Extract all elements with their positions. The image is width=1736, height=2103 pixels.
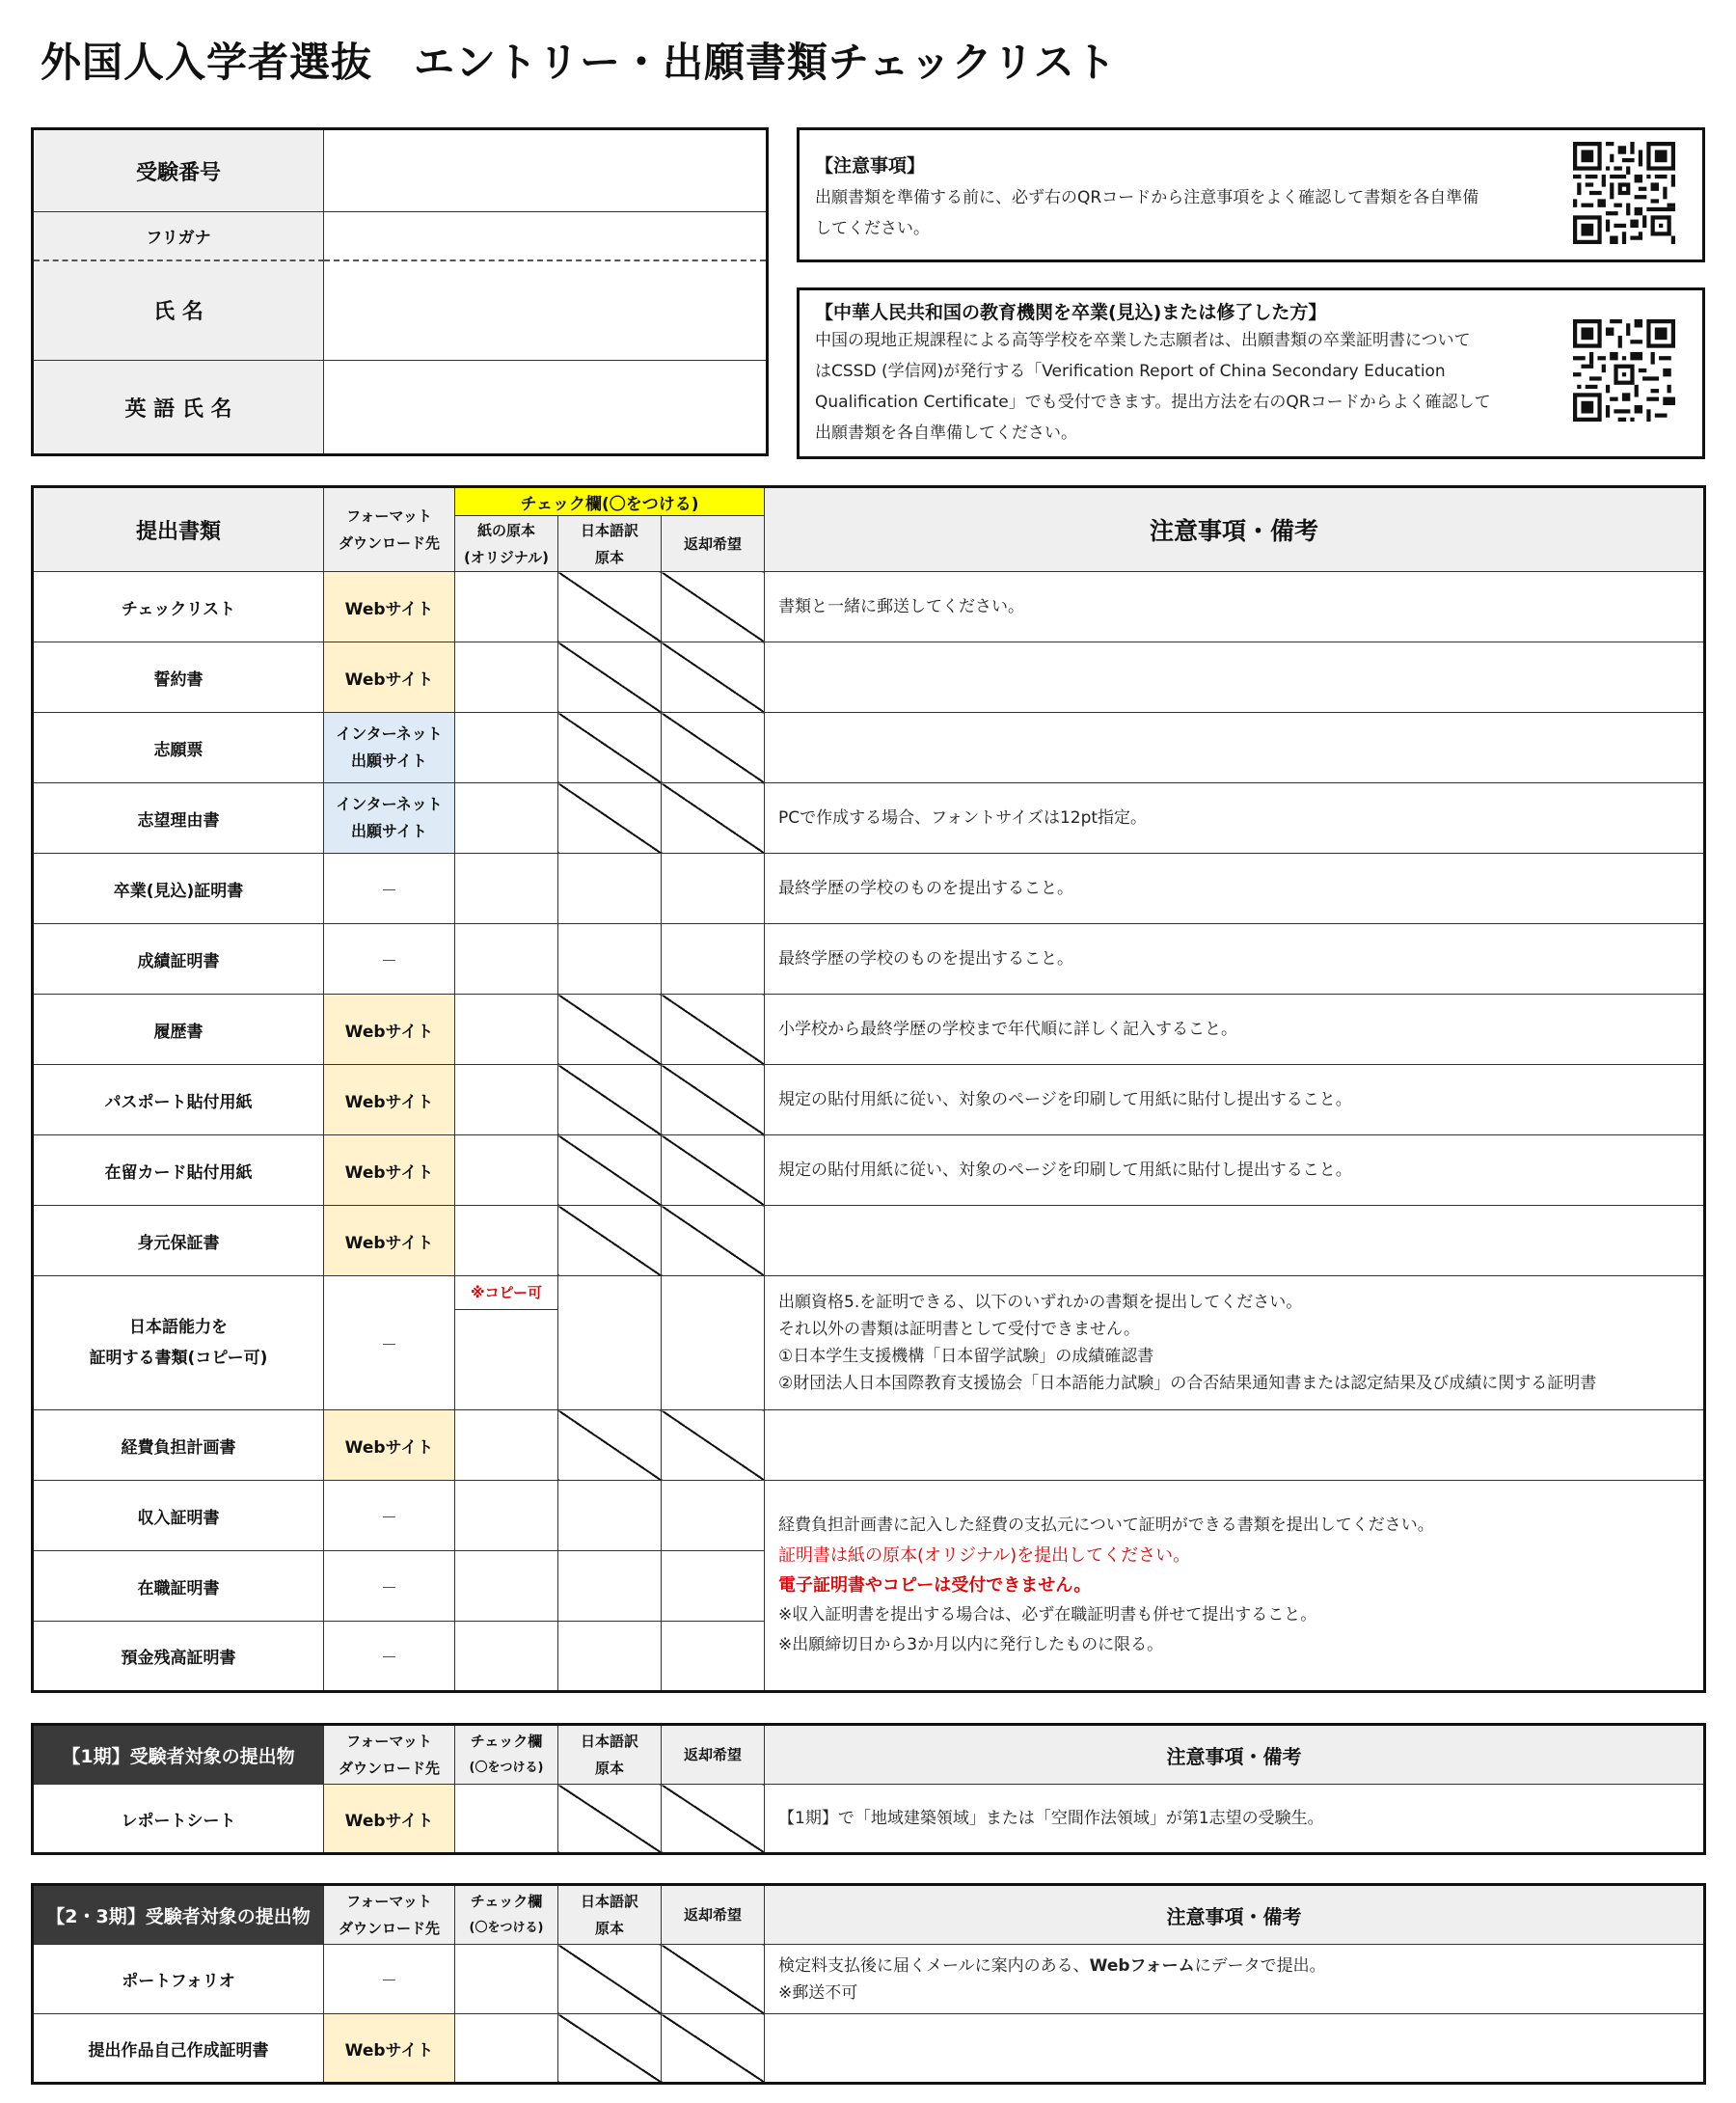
header-check-group: チェック欄(〇をつける)	[455, 487, 765, 516]
row-note: PCで作成する場合、フォントサイズは12pt指定。	[765, 783, 1705, 854]
check-paper[interactable]	[455, 713, 558, 783]
header-check-line: (〇をつける)	[469, 1921, 544, 1935]
check-paper[interactable]	[455, 572, 558, 642]
format-none: －	[324, 854, 455, 924]
format-line: インターネット	[336, 724, 443, 743]
check-paper[interactable]	[455, 1945, 558, 2014]
doc-name: チェックリスト	[33, 572, 324, 642]
row-note-text: 検定料支払後に届くメールに案内のある、	[778, 1955, 1090, 1976]
finance-note	[765, 1481, 1705, 1692]
format-link[interactable]: Webサイト	[324, 1410, 455, 1481]
doc-name: 志願票	[33, 713, 324, 783]
notice-body-line: 出願書類を準備する前に、必ず右のQRコードから注意事項をよく確認して書類を各自準備	[815, 188, 1479, 207]
check-paper[interactable]	[455, 1206, 558, 1276]
check-return-na	[662, 572, 765, 642]
notice-box	[797, 127, 1705, 262]
table-row	[33, 1410, 1705, 1481]
format-link[interactable]: Webサイト	[324, 995, 455, 1065]
china-notice-line: はCSSD (学信网)が発行する「Verification Report of China Secondary Education	[815, 362, 1446, 381]
english-name-label: 英 語 氏 名	[33, 361, 324, 455]
check-jp-na	[558, 1065, 662, 1135]
doc-name: 志望理由書	[33, 783, 324, 854]
doc-name: 誓約書	[33, 642, 324, 713]
format-link[interactable]	[324, 713, 455, 783]
format-line: 出願サイト	[351, 751, 427, 770]
format-none: －	[324, 1622, 455, 1692]
check-paper[interactable]	[455, 924, 558, 995]
china-notice-line: Qualification Certificate」でも受付できます。提出方法を右のQRコードからよく確認して	[815, 393, 1491, 412]
check-return-na	[662, 1785, 765, 1854]
header-return: 返却希望	[662, 516, 765, 572]
row-note: 最終学歴の学校のものを提出すること。	[765, 924, 1705, 995]
china-notice-line: 中国の現地正規課程による高等学校を卒業した志願者は、出願書類の卒業証明書について	[815, 331, 1471, 350]
table-row	[33, 1785, 1705, 1854]
row-note: 【1期】で「地域建築領域」または「空間作法領域」が第1志望の受験生。	[765, 1785, 1705, 1854]
check-paper[interactable]	[455, 642, 558, 713]
check-return-na	[662, 642, 765, 713]
header-paper-line: 紙の原本	[476, 521, 535, 539]
check-return-na	[662, 1065, 765, 1135]
check-return[interactable]	[662, 924, 765, 995]
china-notice-title: 【中華人民共和国の教育機関を卒業(見込)または修了した方】	[815, 302, 1327, 323]
row-note-line: ※郵送不可	[778, 1982, 858, 2003]
check-jp-na	[558, 1945, 662, 2014]
row-note: 規定の貼付用紙に従い、対象のページを印刷して用紙に貼付し提出すること。	[765, 1065, 1705, 1135]
header-return: 返却希望	[662, 1885, 765, 1945]
header-jp-line: 原本	[594, 548, 624, 566]
check-jp[interactable]	[558, 1481, 662, 1551]
format-none: －	[324, 1276, 455, 1410]
header-jp	[558, 1725, 662, 1785]
header-jp-line: 日本語訳	[580, 1733, 638, 1750]
row-note-text: にデータで提出。	[1194, 1955, 1326, 1976]
header-format-line: ダウンロード先	[338, 534, 440, 552]
check-return-na	[662, 1206, 765, 1276]
check-return-na	[662, 1135, 765, 1206]
doc-name: パスポート貼付用紙	[33, 1065, 324, 1135]
doc-name: 在職証明書	[33, 1551, 324, 1622]
check-jp-na	[558, 642, 662, 713]
format-link[interactable]	[324, 783, 455, 854]
doc-name: 卒業(見込)証明書	[33, 854, 324, 924]
doc-name: 成績証明書	[33, 924, 324, 995]
table-row	[33, 642, 1705, 713]
doc-name: 提出作品自己作成証明書	[33, 2014, 324, 2084]
format-link[interactable]: Webサイト	[324, 1206, 455, 1276]
doc-name: 収入証明書	[33, 1481, 324, 1551]
china-notice-box	[797, 287, 1705, 459]
check-return-na	[662, 2014, 765, 2084]
row-note: 小学校から最終学歴の学校まで年代順に詳しく記入すること。	[765, 995, 1705, 1065]
qr-code-icon[interactable]	[1573, 142, 1675, 244]
header-format	[324, 487, 455, 572]
check-paper[interactable]	[455, 854, 558, 924]
check-return[interactable]	[662, 1551, 765, 1622]
check-jp[interactable]	[558, 1622, 662, 1692]
format-none: －	[324, 1481, 455, 1551]
check-return-na	[662, 995, 765, 1065]
table-row	[33, 854, 1705, 924]
check-paper[interactable]	[455, 1622, 558, 1692]
row-note: 書類と一緒に郵送してください。	[765, 572, 1705, 642]
copy-allowed-note: ※コピー可	[455, 1276, 557, 1310]
finance-note-line: 電子証明書やコピーは受付できません。	[778, 1575, 1092, 1596]
header-doc: 提出書類	[33, 487, 324, 572]
table-row	[33, 924, 1705, 995]
row-note: 規定の貼付用紙に従い、対象のページを印刷して用紙に貼付し提出すること。	[765, 1135, 1705, 1206]
row-note	[765, 1276, 1705, 1410]
check-jp-na	[558, 2014, 662, 2084]
finance-note-line: 経費負担計画書に記入した経費の支払元について証明ができる書類を提出してください。	[778, 1516, 1434, 1535]
header-jp-line: 原本	[594, 1920, 624, 1937]
table-row	[33, 995, 1705, 1065]
header-format-line: フォーマット	[346, 1733, 432, 1750]
english-name-field[interactable]	[324, 361, 768, 455]
check-return[interactable]	[662, 854, 765, 924]
check-paper[interactable]	[455, 1065, 558, 1135]
name-field[interactable]	[324, 260, 768, 361]
check-paper[interactable]	[455, 1785, 558, 1854]
header-notes: 注意事項・備考	[765, 1725, 1705, 1785]
format-link[interactable]: Webサイト	[324, 1785, 455, 1854]
check-jp-na	[558, 1135, 662, 1206]
header-check	[455, 1885, 558, 1945]
check-return-na	[662, 783, 765, 854]
period1-table	[31, 1723, 1706, 1855]
row-note-line: ②財団法人日本国際教育支援協会「日本語能力試験」の合否結果通知書または認定結果及び成績に関する証明書	[778, 1374, 1597, 1393]
header-check-line: (〇をつける)	[469, 1761, 544, 1775]
furigana-label: フリガナ	[33, 212, 324, 260]
period23-table	[31, 1883, 1706, 2085]
header-check-line: チェック欄	[470, 1893, 543, 1910]
check-return[interactable]	[662, 1276, 765, 1410]
check-paper[interactable]	[455, 1135, 558, 1206]
check-paper[interactable]	[455, 1276, 558, 1410]
check-jp[interactable]	[558, 924, 662, 995]
furigana-field[interactable]	[324, 212, 768, 260]
doc-name: 経費負担計画書	[33, 1410, 324, 1481]
header-jp-line: 日本語訳	[580, 1893, 638, 1910]
check-jp-na	[558, 783, 662, 854]
check-jp-na	[558, 713, 662, 783]
doc-name-line: 証明する書類(コピー可)	[89, 1349, 268, 1368]
format-link[interactable]: Webサイト	[324, 2014, 455, 2084]
table-row	[33, 2014, 1705, 2084]
finance-note-line: ※収入証明書を提出する場合は、必ず在職証明書も併せて提出すること。	[778, 1605, 1317, 1625]
main-checklist-table	[31, 485, 1706, 1693]
header-jp	[558, 516, 662, 572]
check-return-na	[662, 1410, 765, 1481]
format-link[interactable]: Webサイト	[324, 572, 455, 642]
row-note	[765, 1206, 1705, 1276]
table-row	[33, 1135, 1705, 1206]
header-format-line: フォーマット	[346, 1893, 432, 1910]
doc-name	[33, 1276, 324, 1410]
check-return[interactable]	[662, 1622, 765, 1692]
header-format-line: ダウンロード先	[338, 1760, 440, 1777]
check-jp-na	[558, 1206, 662, 1276]
check-return-na	[662, 1945, 765, 2014]
header-paper-line: (オリジナル)	[464, 548, 549, 566]
check-jp[interactable]	[558, 854, 662, 924]
qr-code-icon[interactable]	[1573, 319, 1675, 422]
header-check	[455, 1725, 558, 1785]
check-jp-na	[558, 1785, 662, 1854]
row-note: 最終学歴の学校のものを提出すること。	[765, 854, 1705, 924]
check-return[interactable]	[662, 1481, 765, 1551]
period1-title: 【1期】受験者対象の提出物	[33, 1725, 324, 1785]
header-notes: 注意事項・備考	[765, 487, 1705, 572]
header-notes: 注意事項・備考	[765, 1885, 1705, 1945]
header-format-line: フォーマット	[346, 507, 432, 525]
header-format-line: ダウンロード先	[338, 1920, 440, 1937]
check-paper[interactable]	[455, 2014, 558, 2084]
table-row	[33, 1065, 1705, 1135]
check-paper[interactable]	[455, 1410, 558, 1481]
table-row	[33, 1481, 1705, 1551]
doc-name: 履歴書	[33, 995, 324, 1065]
header-format	[324, 1725, 455, 1785]
check-jp-na	[558, 995, 662, 1065]
row-note	[765, 642, 1705, 713]
check-paper[interactable]	[455, 783, 558, 854]
format-link[interactable]: Webサイト	[324, 1135, 455, 1206]
doc-name: 在留カード貼付用紙	[33, 1135, 324, 1206]
exam-number-field[interactable]	[324, 129, 768, 212]
format-none: －	[324, 1945, 455, 2014]
finance-note-line: 証明書は紙の原本(オリジナル)を提出してください。	[778, 1545, 1191, 1566]
doc-name: ポートフォリオ	[33, 1945, 324, 2014]
header-jp-line: 日本語訳	[580, 521, 638, 539]
header-jp	[558, 1885, 662, 1945]
exam-number-label: 受験番号	[33, 129, 324, 212]
web-form-text: Webフォーム	[1089, 1955, 1195, 1976]
doc-name: 預金残高証明書	[33, 1622, 324, 1692]
period23-title: 【2・3期】受験者対象の提出物	[33, 1885, 324, 1945]
check-paper[interactable]	[455, 1551, 558, 1622]
notice-title: 【注意事項】	[815, 155, 926, 177]
header-paper	[455, 516, 558, 572]
row-note-line: ①日本学生支援機構「日本留学試験」の成績確認書	[778, 1347, 1154, 1366]
check-jp-na	[558, 1410, 662, 1481]
row-note	[765, 713, 1705, 783]
table-row	[33, 1206, 1705, 1276]
row-note	[765, 1410, 1705, 1481]
china-notice-line: 出願書類を各自準備してください。	[815, 423, 1077, 443]
applicant-info-table	[31, 127, 769, 456]
check-paper[interactable]	[455, 995, 558, 1065]
table-row	[33, 783, 1705, 854]
header-check-line: チェック欄	[470, 1733, 543, 1750]
header-jp-line: 原本	[594, 1760, 624, 1777]
row-note-line: 出願資格5.を証明できる、以下のいずれかの書類を提出してください。	[778, 1293, 1303, 1312]
format-link[interactable]: Webサイト	[324, 1065, 455, 1135]
format-line: 出願サイト	[351, 822, 427, 840]
format-none: －	[324, 924, 455, 995]
row-note	[765, 1945, 1705, 2014]
table-row	[33, 1945, 1705, 2014]
doc-name-line: 日本語能力を	[129, 1318, 228, 1337]
row-note-line: それ以外の書類は証明書として受付できません。	[778, 1320, 1141, 1339]
notice-body-line: してください。	[815, 219, 930, 238]
check-jp-na	[558, 572, 662, 642]
name-label: 氏 名	[33, 260, 324, 361]
format-none: －	[324, 1551, 455, 1622]
format-link[interactable]: Webサイト	[324, 642, 455, 713]
table-row	[33, 1276, 1705, 1410]
row-note	[765, 2014, 1705, 2084]
check-paper[interactable]	[455, 1481, 558, 1551]
doc-name: レポートシート	[33, 1785, 324, 1854]
page-title: 外国人入学者選抜 エントリー・出願書類チェックリスト	[41, 39, 1117, 86]
table-row	[33, 713, 1705, 783]
format-line: インターネット	[336, 795, 443, 813]
check-jp[interactable]	[558, 1551, 662, 1622]
table-row	[33, 572, 1705, 642]
doc-name: 身元保証書	[33, 1206, 324, 1276]
header-return: 返却希望	[662, 1725, 765, 1785]
finance-note-line: ※出願締切日から3か月以内に発行したものに限る。	[778, 1635, 1164, 1654]
check-jp[interactable]	[558, 1276, 662, 1410]
check-return-na	[662, 713, 765, 783]
header-format	[324, 1885, 455, 1945]
